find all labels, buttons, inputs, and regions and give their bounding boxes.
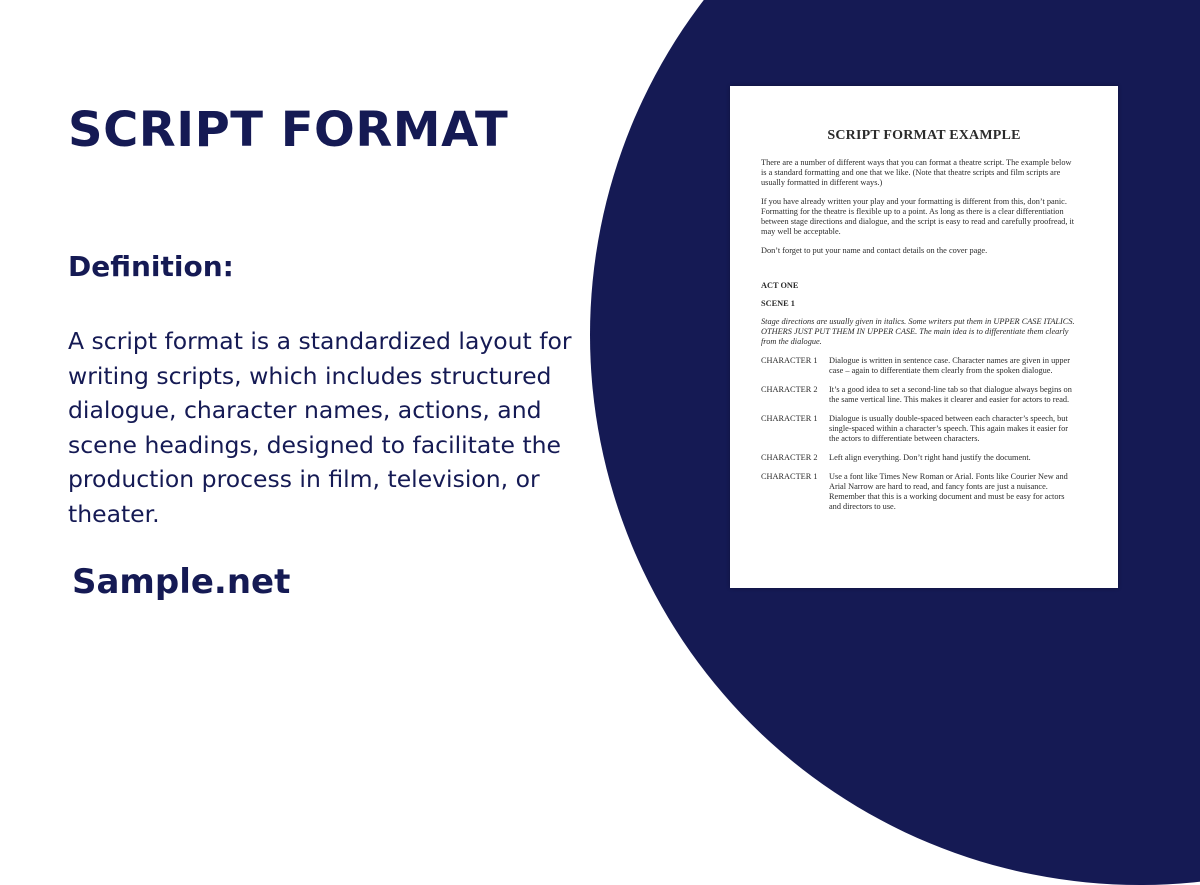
- intro-paragraph: Don’t forget to put your name and contact details on the cover page.: [761, 246, 988, 255]
- dialogue-row: [761, 453, 1078, 463]
- character-name: CHARACTER 2: [761, 385, 818, 394]
- brand-logo: Sample.net: [72, 562, 291, 602]
- character-name: CHARACTER 1: [761, 414, 818, 423]
- script-document-image: [730, 86, 1118, 588]
- page-title: SCRIPT FORMAT: [68, 102, 509, 158]
- character-name: CHARACTER 1: [761, 356, 818, 365]
- intro-paragraph: There are a number of different ways that you can format a theatre script. The example below is a standard formatting and one that we like. (Note that theatre scripts and film scripts are usually formatted in different ways.): [761, 158, 1072, 187]
- character-name: CHARACTER 1: [761, 472, 818, 481]
- character-name: CHARACTER 2: [761, 453, 818, 462]
- dialogue-row: [761, 472, 1078, 512]
- intro-paragraph: If you have already written your play and your formatting is different from this, don’t panic. Formatting for the theatre is flexible up to a point. As long as there is a clear differentiation between stage directions and dialogue, and the script is easy to read and carefully proofread, it may well be acceptable.: [761, 197, 1075, 236]
- dialogue-row: [761, 385, 1078, 405]
- definition-text: A script format is a standardized layout for writing scripts, which includes structured dialogue, character names, actions, and scene headings, designed to facilitate the production process in film, television, or theater.: [68, 327, 572, 528]
- scene-heading: SCENE 1: [761, 299, 795, 308]
- dialogue-row: [761, 356, 1078, 376]
- dialogue-text: Dialogue is written in sentence case. Character names are given in upper case – again to differentiate them clearly from the spoken dialogue.: [829, 356, 1070, 375]
- dialogue-text: Left align everything. Don’t right hand justify the document.: [829, 453, 1031, 462]
- dialogue-text: It’s a good idea to set a second-line tab so that dialogue always begins on the same vertical line. This makes it clearer and easier for actors to read.: [829, 385, 1072, 404]
- act-heading: ACT ONE: [761, 281, 799, 290]
- document-title: SCRIPT FORMAT EXAMPLE: [827, 128, 1021, 143]
- dialogue-text: Use a font like Times New Roman or Arial. Fonts like Courier New and Arial Narrow are hard to read, and fancy fonts are just a nuisance. Remember that this is a working document and must be easy for actors and directors to use.: [829, 472, 1068, 511]
- dialogue-row: [761, 414, 1078, 444]
- stage-direction: Stage directions are usually given in italics. Some writers put them in UPPER CASE ITALICS. OTHERS JUST PUT THEM IN UPPER CASE. The main idea is to differentiate them clearly from the dialogue.: [761, 317, 1075, 346]
- definition-label: Definition:: [68, 250, 234, 283]
- dialogue-text: Dialogue is usually double-spaced between each character’s speech, but single-spaced within a character’s speech. This again makes it easier for the actors to differentiate between characters.: [829, 414, 1069, 443]
